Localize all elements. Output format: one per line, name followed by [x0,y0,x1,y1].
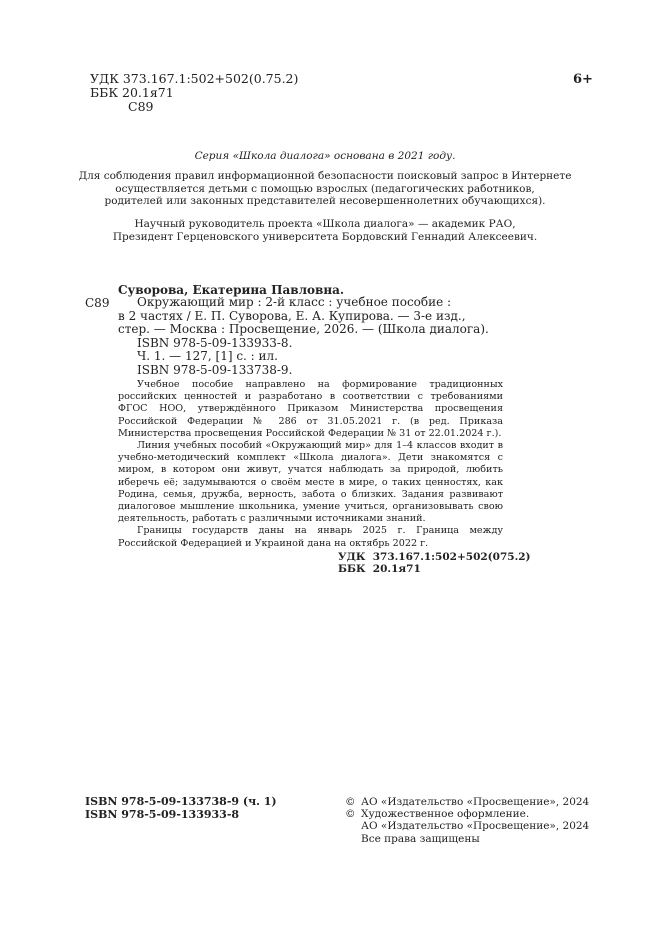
part-info: Ч. 1. — 127, [1] с. : ил. [137,349,278,363]
biblio-line: Окружающий мир : 2-й класс : учебное пособие : [137,295,452,309]
isbn-line: ISBN 978-5-09-133933-8 [85,807,240,821]
safety-line: родителей или законных представителей несовершеннолетних обучающихся). [104,195,546,207]
isbn-set: ISBN 978-5-09-133933-8. [137,335,293,350]
safety-line: Для соблюдения правил информационной безопасности поисковый запрос в Интернете [78,170,572,182]
supervisor-note [0,218,650,243]
age-rating: 6+ [573,72,593,87]
isbn-line: ISBN 978-5-09-133738-9 (ч. 1) [85,795,277,808]
udk-code-bottom: УДК 373.167.1:502+502(075.2) [338,551,531,563]
abstract [118,379,503,550]
series-note: Серия «Школа диалога» основана в 2021 году. [194,150,456,162]
author-code: С89 [128,99,154,114]
abstract-paragraph: Учебное пособие направлено на формирование традиционных российских ценностей и разработано в соответствии с требованиями ФГОС НОО, утверждённого Приказом Министерства просвещения Российской Федерации № 286 от 31.05.2021 г. (в ред. Приказа Министерства просвещения Российской Федерации № 31 от 22.01.2024 г.). [118,379,503,439]
isbn-part: ISBN 978-5-09-133738-9. [137,362,293,377]
classification-header [90,72,298,114]
isbn-footer [85,796,277,821]
biblio-line: в 2 частях / Е. П. Суворова, Е. А. Купирова. — 3-е изд., [118,308,466,323]
bibliographic-record [118,296,508,377]
copyright-line: Художественное оформление. [361,808,530,821]
bbk-code-bottom: ББК 20.1я71 [338,563,421,575]
copyright-line: АО «Издательство «Просвещение», 2024 [361,796,590,808]
classification-footer [338,551,531,575]
supervisor-line: Научный руководитель проекта «Школа диалога» — академик РАО, [134,218,516,230]
copyright-line: АО «Издательство «Просвещение», 2024 [361,820,590,833]
abstract-paragraph: Линия учебных пособий «Окружающий мир» для 1–4 классов входит в учебно-методический комплект «Школа диалога». Дети знакомятся с миром, в котором они живут, учатся наблюдать за природой, любить иберечь её; задумываются о своём месте в мире, о таких ценностях, как Родина, семья, дружба, верность, забота о близких. Задания развивают диалоговое мышление школьника, умение учиться, организовывать свою деятельность, работать с различными источниками знаний. [118,440,503,525]
author-name: Суворова, Екатерина Павловна. [118,283,345,297]
supervisor-line: Президент Герценовского университета Бордовский Геннадий Алексеевич. [112,230,538,243]
biblio-line: стер. — Москва : Просвещение, 2026. — (Школа диалога). [118,322,489,336]
bbk-code: ББК 20.1я71 [90,85,174,100]
rights-reserved: Все права защищены [361,832,480,845]
udk-code: УДК 373.167.1:502+502(0.75.2) [90,71,299,86]
copyright-icon: © [345,796,356,808]
record-code: С89 [85,296,110,310]
safety-notice [0,170,650,208]
copyright-block [345,796,589,845]
copyright-icon: © [345,808,356,821]
abstract-paragraph: Границы государств даны на январь 2025 г. Граница между Российской Федерацией и Украиной дана на октябрь 2022 г. [118,525,503,549]
safety-line: осуществляется детьми с помощью взрослых (педагогических работников, [115,182,535,195]
